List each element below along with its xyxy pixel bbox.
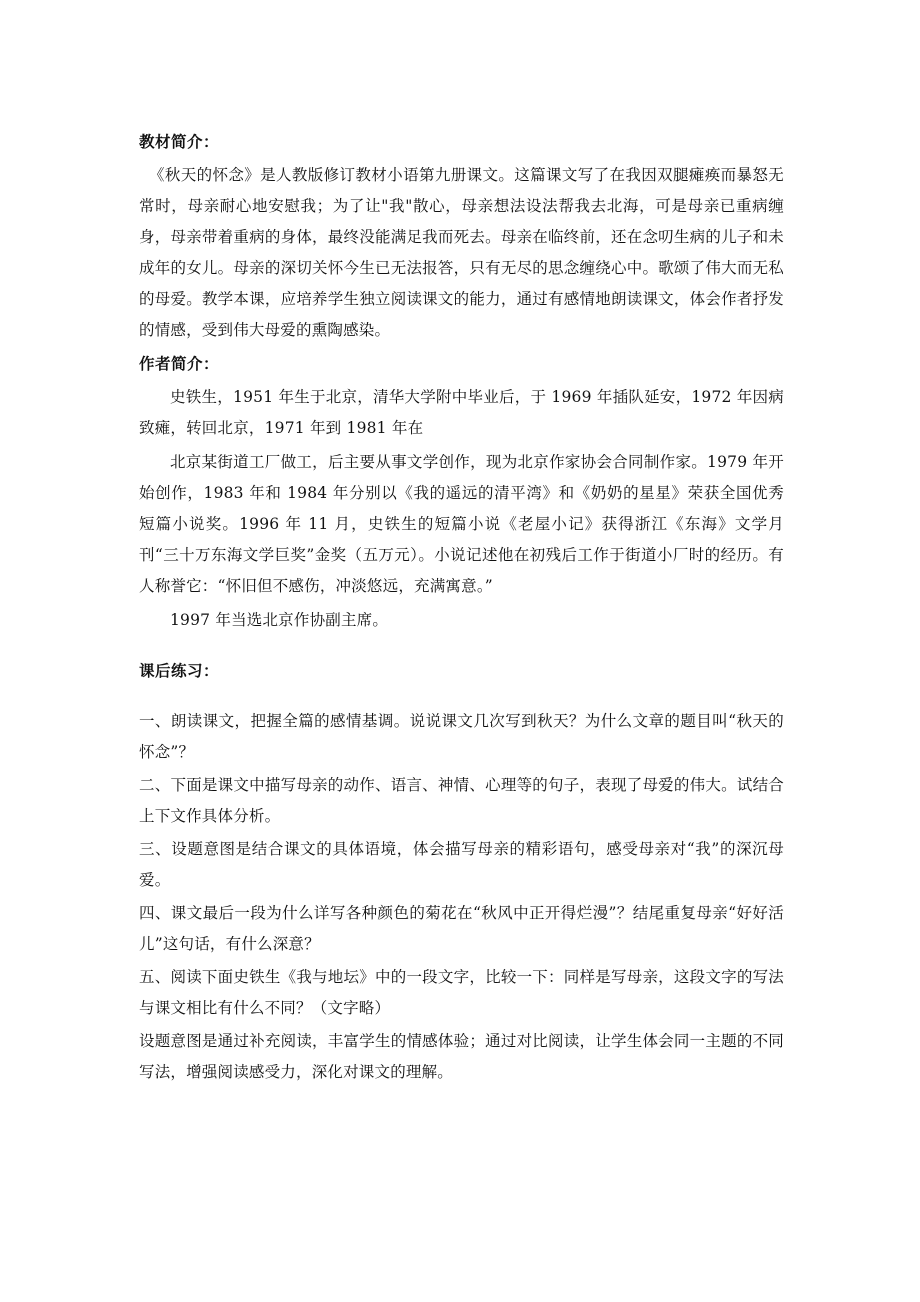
document-page <box>139 127 784 1090</box>
author-paragraph-3: 1997 年当选北京作协副主席。 <box>170 611 389 629</box>
exercise-item-4: 四、课文最后一段为什么详写各种颜色的菊花在“秋风中正开得烂漫”？结尾重复母亲“好好活儿”这句话，有什么深意？ <box>139 904 784 953</box>
exercise-item-1: 一、朗读课文，把握全篇的感情基调。说说课文几次写到秋天？为什么文章的题目叫“秋天的怀念”？ <box>139 712 784 761</box>
author-intro-heading: 作者简介： <box>139 355 220 373</box>
author-paragraph-1: 史铁生，1951 年生于北京，清华大学附中毕业后，于 1969 年插队延安，1972 年因病致瘫，转回北京，1971 年到 1981 年在 <box>139 388 784 437</box>
textbook-intro-paragraph: 《秋天的怀念》是人教版修订教材小语第九册课文。这篇课文写了在我因双腿瘫痪而暴怒无常时，母亲耐心地安慰我；为了让"我"散心，母亲想法设法帮我去北海，可是母亲已重病缠身，母亲带着重病的身体，最终没能满足我而死去。母亲在临终前，还在念叨生病的儿子和未成年的女儿。母亲的深切关怀今生已无法报答，只有无尽的思念缠绕心中。歌颂了伟大而无私的母爱。教学本课，应培养学生独立阅读课文的能力，通过有感情地朗读课文，体会作者抒发的情感，受到伟大母爱的熏陶感染。 <box>139 166 784 339</box>
textbook-intro-heading: 教材简介： <box>139 133 220 151</box>
exercise-design-note: 设题意图是通过补充阅读，丰富学生的情感体验；通过对比阅读，让学生体会同一主题的不同写法，增强阅读感受力，深化对课文的理解。 <box>139 1032 784 1081</box>
exercise-item-3: 三、设题意图是结合课文的具体语境，体会描写母亲的精彩语句，感受母亲对“我”的深沉母爱。 <box>139 840 784 889</box>
exercises-heading: 课后练习： <box>139 662 220 680</box>
author-paragraph-2: 北京某街道工厂做工，后主要从事文学创作，现为北京作家协会合同制作家。1979 年开始创作，1983 年和 1984 年分别以《我的遥远的清平湾》和《奶奶的星星》荣获全国优秀短篇小说奖。1996 年 11 月，史铁生的短篇小说《老屋小记》获得浙江《东海》文学月刊“三十万东海文学巨奖”金奖（五万元）。小说记述他在初残后工作于街道小厂时的经历。有人称誉它：“怀旧但不感伤，冲淡悠远，充满寓意。” <box>139 453 784 595</box>
exercise-item-5: 五、阅读下面史铁生《我与地坛》中的一段文字，比较一下：同样是写母亲，这段文字的写法与课文相比有什么不同？（文字略） <box>139 968 784 1017</box>
exercise-item-2: 二、下面是课文中描写母亲的动作、语言、神情、心理等的句子，表现了母爱的伟大。试结合上下文作具体分析。 <box>139 776 784 825</box>
